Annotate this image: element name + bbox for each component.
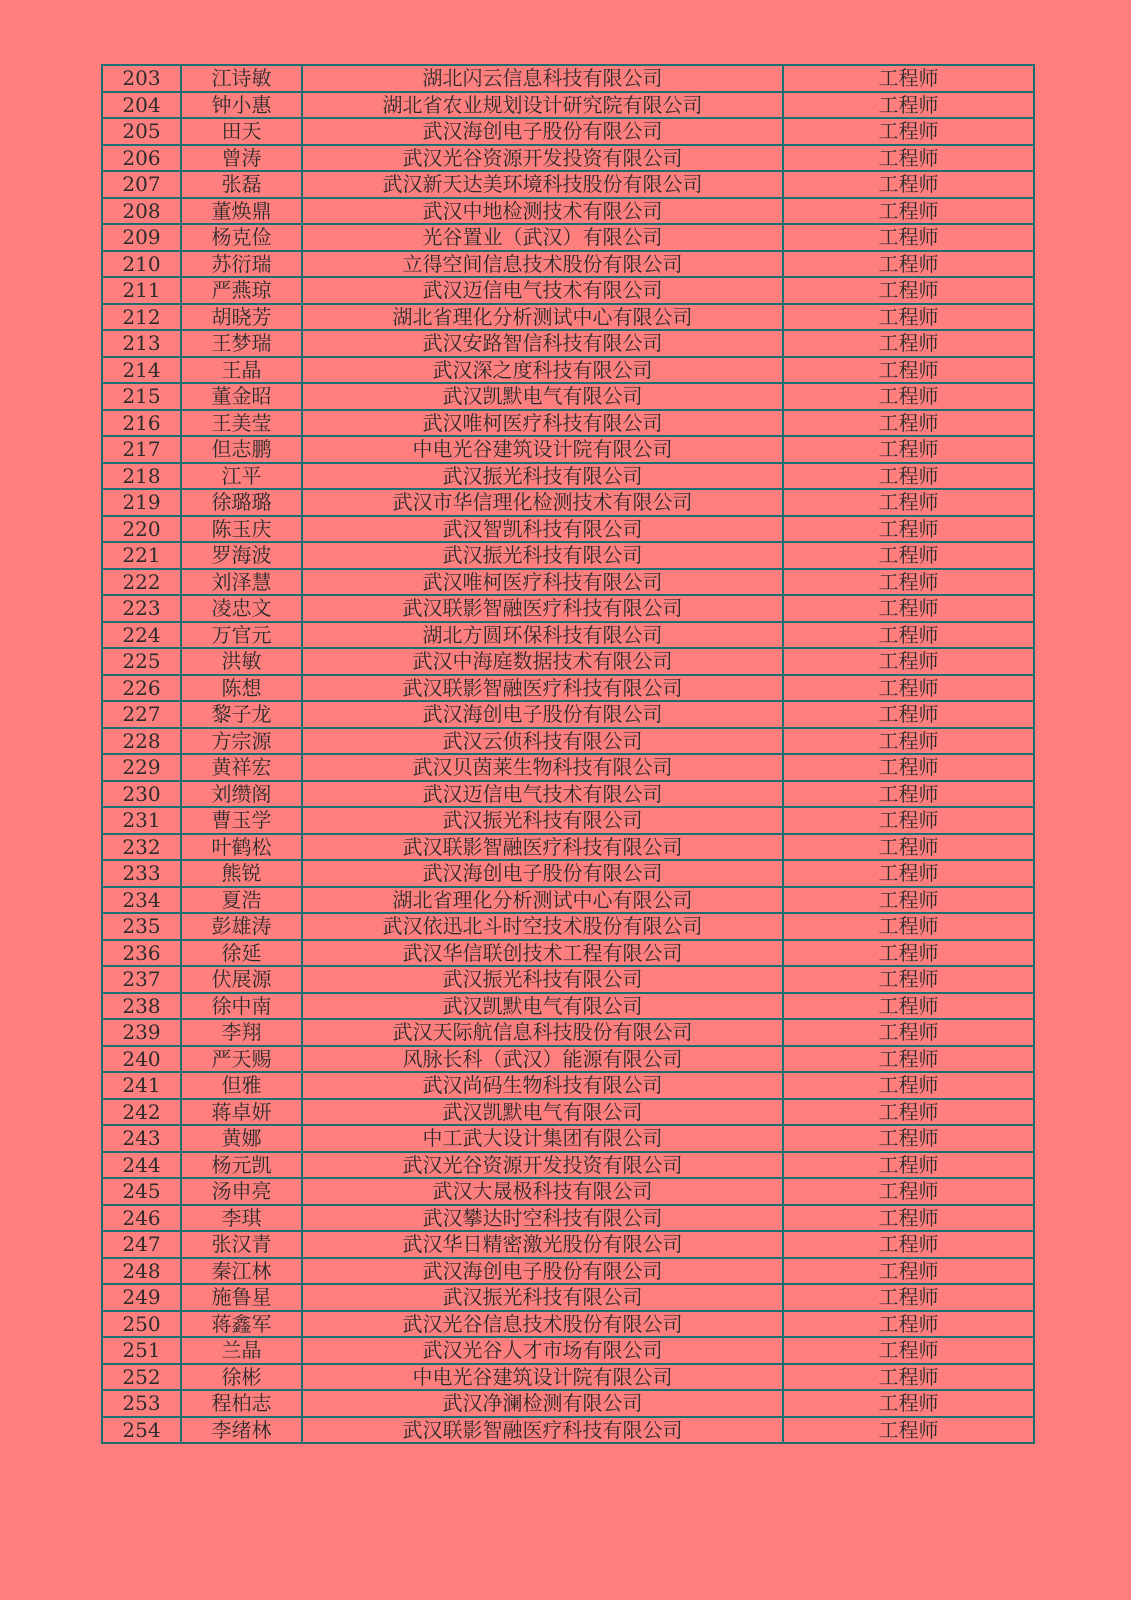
job-title: 工程师	[783, 728, 1034, 755]
person-name: 曹玉学	[181, 807, 302, 834]
table-row	[102, 1231, 1034, 1258]
table-row	[102, 1311, 1034, 1338]
person-name: 田天	[181, 118, 302, 145]
company-name: 武汉安路智信科技有限公司	[302, 330, 783, 357]
company-name: 武汉攀达时空科技有限公司	[302, 1205, 783, 1232]
row-number: 212	[102, 304, 181, 331]
company-name: 武汉凯默电气有限公司	[302, 1099, 783, 1126]
job-title: 工程师	[783, 966, 1034, 993]
person-name: 李绪林	[181, 1417, 302, 1444]
job-title: 工程师	[783, 145, 1034, 172]
person-name: 黄祥宏	[181, 754, 302, 781]
row-number: 221	[102, 542, 181, 569]
job-title: 工程师	[783, 198, 1034, 225]
table-row	[102, 1390, 1034, 1417]
job-title: 工程师	[783, 622, 1034, 649]
person-name: 董焕鼎	[181, 198, 302, 225]
job-title: 工程师	[783, 542, 1034, 569]
row-number: 251	[102, 1337, 181, 1364]
table-row	[102, 410, 1034, 437]
table-row	[102, 542, 1034, 569]
table-row	[102, 1019, 1034, 1046]
table-row	[102, 860, 1034, 887]
person-name: 徐延	[181, 940, 302, 967]
company-name: 武汉光谷人才市场有限公司	[302, 1337, 783, 1364]
person-name: 徐中南	[181, 993, 302, 1020]
company-name: 武汉深之度科技有限公司	[302, 357, 783, 384]
table-row	[102, 993, 1034, 1020]
person-name: 江诗敏	[181, 65, 302, 92]
company-name: 武汉光谷资源开发投资有限公司	[302, 1152, 783, 1179]
table-row	[102, 330, 1034, 357]
company-name: 武汉天际航信息科技股份有限公司	[302, 1019, 783, 1046]
row-number: 228	[102, 728, 181, 755]
person-name: 方宗源	[181, 728, 302, 755]
job-title: 工程师	[783, 1019, 1034, 1046]
person-name: 张磊	[181, 171, 302, 198]
job-title: 工程师	[783, 277, 1034, 304]
table-row	[102, 251, 1034, 278]
table-row	[102, 1205, 1034, 1232]
person-name: 王梦瑞	[181, 330, 302, 357]
table-row	[102, 171, 1034, 198]
job-title: 工程师	[783, 1417, 1034, 1444]
job-title: 工程师	[783, 860, 1034, 887]
row-number: 243	[102, 1125, 181, 1152]
row-number: 226	[102, 675, 181, 702]
person-name: 蒋鑫军	[181, 1311, 302, 1338]
row-number: 209	[102, 224, 181, 251]
row-number: 227	[102, 701, 181, 728]
table-row	[102, 145, 1034, 172]
person-name: 杨克俭	[181, 224, 302, 251]
person-name: 兰晶	[181, 1337, 302, 1364]
person-name: 曾涛	[181, 145, 302, 172]
job-title: 工程师	[783, 754, 1034, 781]
company-name: 光谷置业（武汉）有限公司	[302, 224, 783, 251]
job-title: 工程师	[783, 569, 1034, 596]
company-name: 武汉振光科技有限公司	[302, 1284, 783, 1311]
table-row	[102, 92, 1034, 119]
table-row	[102, 1046, 1034, 1073]
person-name: 蒋卓妍	[181, 1099, 302, 1126]
person-name: 黄娜	[181, 1125, 302, 1152]
table-row	[102, 966, 1034, 993]
company-name: 武汉光谷信息技术股份有限公司	[302, 1311, 783, 1338]
row-number: 218	[102, 463, 181, 490]
job-title: 工程师	[783, 648, 1034, 675]
job-title: 工程师	[783, 807, 1034, 834]
person-name: 但雅	[181, 1072, 302, 1099]
row-number: 253	[102, 1390, 181, 1417]
row-number: 232	[102, 834, 181, 861]
company-name: 武汉中地检测技术有限公司	[302, 198, 783, 225]
company-name: 湖北方圆环保科技有限公司	[302, 622, 783, 649]
table-row	[102, 383, 1034, 410]
company-name: 武汉海创电子股份有限公司	[302, 1258, 783, 1285]
table-row	[102, 1125, 1034, 1152]
company-name: 中电光谷建筑设计院有限公司	[302, 1364, 783, 1391]
table-row	[102, 754, 1034, 781]
job-title: 工程师	[783, 1284, 1034, 1311]
row-number: 238	[102, 993, 181, 1020]
company-name: 武汉贝茵莱生物科技有限公司	[302, 754, 783, 781]
job-title: 工程师	[783, 357, 1034, 384]
job-title: 工程师	[783, 463, 1034, 490]
row-number: 230	[102, 781, 181, 808]
company-name: 武汉凯默电气有限公司	[302, 383, 783, 410]
job-title: 工程师	[783, 1099, 1034, 1126]
table-row	[102, 1417, 1034, 1444]
row-number: 249	[102, 1284, 181, 1311]
person-name: 黎子龙	[181, 701, 302, 728]
company-name: 武汉振光科技有限公司	[302, 463, 783, 490]
person-name: 罗海波	[181, 542, 302, 569]
company-name: 武汉光谷资源开发投资有限公司	[302, 145, 783, 172]
person-name: 汤申亮	[181, 1178, 302, 1205]
company-name: 湖北省理化分析测试中心有限公司	[302, 887, 783, 914]
job-title: 工程师	[783, 1178, 1034, 1205]
table-row	[102, 1072, 1034, 1099]
job-title: 工程师	[783, 1258, 1034, 1285]
job-title: 工程师	[783, 92, 1034, 119]
table-row	[102, 304, 1034, 331]
row-number: 204	[102, 92, 181, 119]
person-name: 伏展源	[181, 966, 302, 993]
row-number: 234	[102, 887, 181, 914]
company-name: 武汉尚码生物科技有限公司	[302, 1072, 783, 1099]
person-name: 严天赐	[181, 1046, 302, 1073]
company-name: 中电光谷建筑设计院有限公司	[302, 436, 783, 463]
table-row	[102, 622, 1034, 649]
table-row	[102, 1258, 1034, 1285]
company-name: 中工武大设计集团有限公司	[302, 1125, 783, 1152]
job-title: 工程师	[783, 516, 1034, 543]
row-number: 245	[102, 1178, 181, 1205]
row-number: 236	[102, 940, 181, 967]
job-title: 工程师	[783, 1311, 1034, 1338]
company-name: 武汉中海庭数据技术有限公司	[302, 648, 783, 675]
job-title: 工程师	[783, 1152, 1034, 1179]
row-number: 244	[102, 1152, 181, 1179]
company-name: 武汉凯默电气有限公司	[302, 993, 783, 1020]
person-name: 苏衍瑞	[181, 251, 302, 278]
table-row	[102, 436, 1034, 463]
row-number: 239	[102, 1019, 181, 1046]
person-name: 严燕琼	[181, 277, 302, 304]
person-name: 彭雄涛	[181, 913, 302, 940]
row-number: 231	[102, 807, 181, 834]
job-title: 工程师	[783, 251, 1034, 278]
table-row	[102, 1152, 1034, 1179]
person-name: 刘泽慧	[181, 569, 302, 596]
table-row	[102, 198, 1034, 225]
job-title: 工程师	[783, 675, 1034, 702]
row-number: 215	[102, 383, 181, 410]
table-row	[102, 940, 1034, 967]
row-number: 247	[102, 1231, 181, 1258]
row-number: 219	[102, 489, 181, 516]
person-name: 徐彬	[181, 1364, 302, 1391]
company-name: 武汉华日精密激光股份有限公司	[302, 1231, 783, 1258]
person-name: 钟小惠	[181, 92, 302, 119]
company-name: 武汉新天达美环境科技股份有限公司	[302, 171, 783, 198]
person-name: 张汉青	[181, 1231, 302, 1258]
table-row	[102, 1178, 1034, 1205]
job-title: 工程师	[783, 118, 1034, 145]
table-row	[102, 1099, 1034, 1126]
company-name: 武汉唯柯医疗科技有限公司	[302, 569, 783, 596]
row-number: 242	[102, 1099, 181, 1126]
job-title: 工程师	[783, 65, 1034, 92]
table-row	[102, 489, 1034, 516]
job-title: 工程师	[783, 410, 1034, 437]
company-name: 武汉云侦科技有限公司	[302, 728, 783, 755]
row-number: 252	[102, 1364, 181, 1391]
person-name: 杨元凯	[181, 1152, 302, 1179]
row-number: 220	[102, 516, 181, 543]
table-row	[102, 516, 1034, 543]
company-name: 武汉振光科技有限公司	[302, 807, 783, 834]
person-name: 洪敏	[181, 648, 302, 675]
job-title: 工程师	[783, 781, 1034, 808]
company-name: 武汉联影智融医疗科技有限公司	[302, 834, 783, 861]
roster-table	[101, 64, 1035, 1444]
person-name: 叶鹤松	[181, 834, 302, 861]
company-name: 武汉振光科技有限公司	[302, 542, 783, 569]
roster-body	[102, 65, 1034, 1443]
company-name: 武汉唯柯医疗科技有限公司	[302, 410, 783, 437]
row-number: 241	[102, 1072, 181, 1099]
job-title: 工程师	[783, 1205, 1034, 1232]
job-title: 工程师	[783, 993, 1034, 1020]
row-number: 216	[102, 410, 181, 437]
table-row	[102, 595, 1034, 622]
company-name: 立得空间信息技术股份有限公司	[302, 251, 783, 278]
person-name: 李琪	[181, 1205, 302, 1232]
job-title: 工程师	[783, 1072, 1034, 1099]
company-name: 武汉海创电子股份有限公司	[302, 860, 783, 887]
person-name: 王美莹	[181, 410, 302, 437]
job-title: 工程师	[783, 887, 1034, 914]
row-number: 246	[102, 1205, 181, 1232]
row-number: 203	[102, 65, 181, 92]
row-number: 208	[102, 198, 181, 225]
row-number: 211	[102, 277, 181, 304]
company-name: 武汉海创电子股份有限公司	[302, 118, 783, 145]
row-number: 210	[102, 251, 181, 278]
table-row	[102, 118, 1034, 145]
company-name: 武汉联影智融医疗科技有限公司	[302, 675, 783, 702]
job-title: 工程师	[783, 224, 1034, 251]
person-name: 凌忠文	[181, 595, 302, 622]
row-number: 222	[102, 569, 181, 596]
company-name: 湖北闪云信息科技有限公司	[302, 65, 783, 92]
person-name: 陈想	[181, 675, 302, 702]
table-row	[102, 1364, 1034, 1391]
job-title: 工程师	[783, 1364, 1034, 1391]
person-name: 陈玉庆	[181, 516, 302, 543]
table-row	[102, 65, 1034, 92]
table-row	[102, 807, 1034, 834]
company-name: 武汉联影智融医疗科技有限公司	[302, 1417, 783, 1444]
table-row	[102, 463, 1034, 490]
row-number: 250	[102, 1311, 181, 1338]
table-row	[102, 781, 1034, 808]
job-title: 工程师	[783, 330, 1034, 357]
row-number: 213	[102, 330, 181, 357]
job-title: 工程师	[783, 171, 1034, 198]
row-number: 206	[102, 145, 181, 172]
row-number: 217	[102, 436, 181, 463]
row-number: 235	[102, 913, 181, 940]
row-number: 240	[102, 1046, 181, 1073]
company-name: 武汉振光科技有限公司	[302, 966, 783, 993]
person-name: 施鲁星	[181, 1284, 302, 1311]
company-name: 武汉大晟极科技有限公司	[302, 1178, 783, 1205]
job-title: 工程师	[783, 834, 1034, 861]
job-title: 工程师	[783, 383, 1034, 410]
job-title: 工程师	[783, 1390, 1034, 1417]
person-name: 李翔	[181, 1019, 302, 1046]
table-row	[102, 648, 1034, 675]
job-title: 工程师	[783, 1125, 1034, 1152]
person-name: 徐璐璐	[181, 489, 302, 516]
row-number: 237	[102, 966, 181, 993]
company-name: 武汉海创电子股份有限公司	[302, 701, 783, 728]
table-row	[102, 728, 1034, 755]
job-title: 工程师	[783, 1337, 1034, 1364]
row-number: 205	[102, 118, 181, 145]
table-row	[102, 569, 1034, 596]
table-row	[102, 887, 1034, 914]
job-title: 工程师	[783, 595, 1034, 622]
company-name: 武汉市华信理化检测技术有限公司	[302, 489, 783, 516]
job-title: 工程师	[783, 304, 1034, 331]
person-name: 董金昭	[181, 383, 302, 410]
row-number: 248	[102, 1258, 181, 1285]
table-row	[102, 701, 1034, 728]
table-row	[102, 675, 1034, 702]
person-name: 但志鹏	[181, 436, 302, 463]
company-name: 武汉华信联创技术工程有限公司	[302, 940, 783, 967]
row-number: 254	[102, 1417, 181, 1444]
person-name: 王晶	[181, 357, 302, 384]
person-name: 胡晓芳	[181, 304, 302, 331]
job-title: 工程师	[783, 1231, 1034, 1258]
row-number: 224	[102, 622, 181, 649]
company-name: 武汉迈信电气技术有限公司	[302, 277, 783, 304]
table-row	[102, 1337, 1034, 1364]
person-name: 夏浩	[181, 887, 302, 914]
job-title: 工程师	[783, 1046, 1034, 1073]
row-number: 229	[102, 754, 181, 781]
person-name: 熊锐	[181, 860, 302, 887]
company-name: 湖北省农业规划设计研究院有限公司	[302, 92, 783, 119]
table-row	[102, 357, 1034, 384]
company-name: 武汉联影智融医疗科技有限公司	[302, 595, 783, 622]
person-name: 江平	[181, 463, 302, 490]
table-row	[102, 277, 1034, 304]
row-number: 207	[102, 171, 181, 198]
company-name: 武汉净澜检测有限公司	[302, 1390, 783, 1417]
row-number: 233	[102, 860, 181, 887]
company-name: 风脉长科（武汉）能源有限公司	[302, 1046, 783, 1073]
table-row	[102, 913, 1034, 940]
table-row	[102, 834, 1034, 861]
row-number: 225	[102, 648, 181, 675]
row-number: 214	[102, 357, 181, 384]
job-title: 工程师	[783, 940, 1034, 967]
table-row	[102, 224, 1034, 251]
row-number: 223	[102, 595, 181, 622]
company-name: 武汉迈信电气技术有限公司	[302, 781, 783, 808]
person-name: 刘缵阁	[181, 781, 302, 808]
person-name: 万官元	[181, 622, 302, 649]
job-title: 工程师	[783, 701, 1034, 728]
job-title: 工程师	[783, 436, 1034, 463]
company-name: 武汉智凯科技有限公司	[302, 516, 783, 543]
person-name: 程柏志	[181, 1390, 302, 1417]
company-name: 湖北省理化分析测试中心有限公司	[302, 304, 783, 331]
table-row	[102, 1284, 1034, 1311]
person-name: 秦江林	[181, 1258, 302, 1285]
company-name: 武汉依迅北斗时空技术股份有限公司	[302, 913, 783, 940]
job-title: 工程师	[783, 489, 1034, 516]
job-title: 工程师	[783, 913, 1034, 940]
